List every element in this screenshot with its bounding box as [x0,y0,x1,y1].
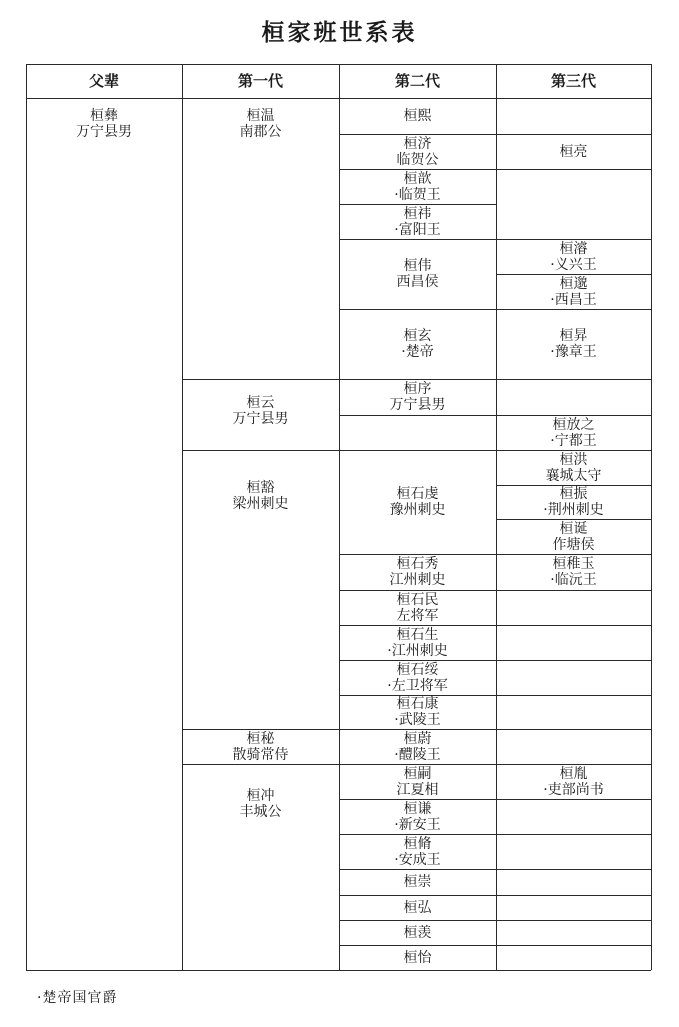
column-header [182,64,339,98]
person-title: ·西昌王 [550,291,597,308]
gen1-cell [182,98,339,379]
gen3-cell [496,415,651,450]
person-name: 桓豁 [246,480,275,496]
person-title: 江州刺史 [389,572,446,588]
gen3-cell [496,625,651,660]
person-name: 桓蔚 [403,730,432,747]
person-title: ·左卫将军 [387,677,448,694]
father-cell [26,98,182,970]
person-title: 作塘侯 [552,536,595,553]
person-name: 桓石生 [396,626,439,643]
person-title: ·吏部尚书 [543,781,604,798]
gen3-cell [496,485,651,519]
person-name: 桓稚玉 [552,556,595,572]
gen3-cell [496,590,651,625]
gen2-cell [339,660,496,695]
gen2-cell [339,204,496,239]
column-rule-4 [651,64,652,970]
row-rule-gen3 [496,945,651,946]
person-name: 桓振 [559,486,588,502]
gen3-cell [496,169,651,239]
gen3-cell [496,239,651,274]
person-name: 桓亮 [559,143,588,160]
gen3-cell [496,695,651,729]
person-name: 桓崇 [403,874,432,890]
row-rule-gen3 [496,660,651,661]
person-title: 左将军 [396,607,439,624]
person-title: ·豫章王 [550,344,597,360]
gen2-cell [339,169,496,204]
gen3-cell [496,309,651,379]
gen1-cell [182,764,339,970]
gen2-cell [339,379,496,415]
column-header-label: 第三代 [550,72,596,90]
person-title: 丰城公 [239,804,282,820]
column-header-label: 第一代 [237,72,283,90]
person-title: 散骑常侍 [232,746,289,763]
gen2-cell [339,695,496,729]
person-name: 桓脩 [403,835,432,852]
column-header [339,64,496,98]
person-name: 桓温 [246,108,275,124]
person-name: 桓弘 [403,899,432,916]
column-header-label: 第二代 [394,72,440,90]
person-name: 桓石康 [396,696,439,712]
person-name: 桓熙 [403,108,432,124]
person-title: 西昌侯 [396,274,439,290]
person-title: ·楚帝 [401,344,434,360]
gen2-cell [339,834,496,869]
person-name: 桓序 [403,381,432,397]
gen2-cell [339,920,496,945]
person-title: 梁州刺史 [232,496,289,512]
gen2-cell [339,134,496,169]
person-name: 桓伟 [403,258,432,274]
person-name: 桓邈 [559,275,588,292]
person-title: ·新安王 [394,816,441,833]
gen2-cell [339,590,496,625]
row-rule-gen3 [496,920,651,921]
gen3-cell [496,895,651,970]
person-title: ·临贺王 [394,186,441,203]
person-title: ·安成王 [394,851,441,868]
page-title: 桓家班世系表 [261,19,418,46]
gen3-cell [496,450,651,485]
person-title: ·武陵王 [394,712,441,728]
person-name: 桓石秀 [396,556,439,572]
gen1-cell [182,450,339,729]
person-name: 桓石民 [396,591,439,608]
table-border-bottom [26,970,651,971]
person-name: 桓济 [403,135,432,152]
person-title: ·醴陵王 [394,746,441,763]
person-name: 桓冲 [246,788,275,804]
footnote: ·楚帝国官爵 [37,990,118,1006]
gen3-cell [496,834,651,869]
gen1-cell [182,379,339,450]
gen2-cell [339,869,496,895]
person-name: 桓秘 [246,730,275,747]
person-title: 万宁县男 [232,411,289,427]
gen2-cell [339,415,496,450]
person-title: 江夏相 [396,781,439,798]
person-title: 豫州刺史 [389,502,446,518]
gen2-cell [339,554,496,590]
gen2-cell [339,799,496,834]
person-title: 万宁县男 [76,124,132,140]
gen2-cell [339,239,496,309]
person-title: 万宁县男 [389,397,446,413]
gen2-cell [339,729,496,764]
person-name: 桓洪 [559,451,588,468]
gen3-cell [496,98,651,134]
gen2-cell [339,450,496,554]
gen3-cell [496,519,651,554]
person-title: ·宁都王 [550,432,597,449]
person-name: 桓嗣 [403,765,432,782]
gen2-cell [339,764,496,799]
column-header [496,64,651,98]
person-name: 桓祎 [403,205,432,222]
person-title: ·富阳王 [394,221,441,238]
person-name: 桓昇 [559,328,588,344]
gen3-cell [496,274,651,309]
person-name: 桓石虔 [396,486,439,502]
gen3-cell [496,554,651,590]
person-name: 桓云 [246,395,275,411]
gen3-cell [496,729,651,764]
person-name: 桓彝 [90,108,118,124]
column-header-label: 父辈 [88,72,119,90]
gen3-cell [496,764,651,799]
gen2-cell [339,98,496,134]
person-title: 襄城太守 [545,467,602,484]
person-title: ·江州刺史 [387,642,448,659]
gen3-cell [496,379,651,415]
gen3-cell [496,134,651,169]
person-name: 桓谦 [403,800,432,817]
person-title: ·义兴王 [550,256,597,273]
person-name: 桓怡 [403,949,432,966]
gen1-cell [182,729,339,764]
column-header [26,64,182,98]
gen3-cell [496,869,651,895]
gen2-cell [339,945,496,970]
gen2-cell [339,625,496,660]
gen2-cell [339,895,496,920]
gen3-cell [496,799,651,834]
person-name: 桓放之 [552,416,595,433]
person-name: 桓石绥 [396,661,439,678]
person-title: ·临沅王 [550,572,597,588]
person-title: 临贺公 [396,151,439,168]
person-name: 桓胤 [559,765,588,782]
person-name: 桓歆 [403,170,432,187]
person-name: 桓诞 [559,520,588,537]
person-name: 桓玄 [403,328,432,344]
person-title: ·荆州刺史 [543,502,604,518]
person-title: 南郡公 [239,124,282,140]
gen2-cell [339,309,496,379]
person-name: 桓濬 [559,240,588,257]
person-name: 桓羡 [403,924,432,941]
